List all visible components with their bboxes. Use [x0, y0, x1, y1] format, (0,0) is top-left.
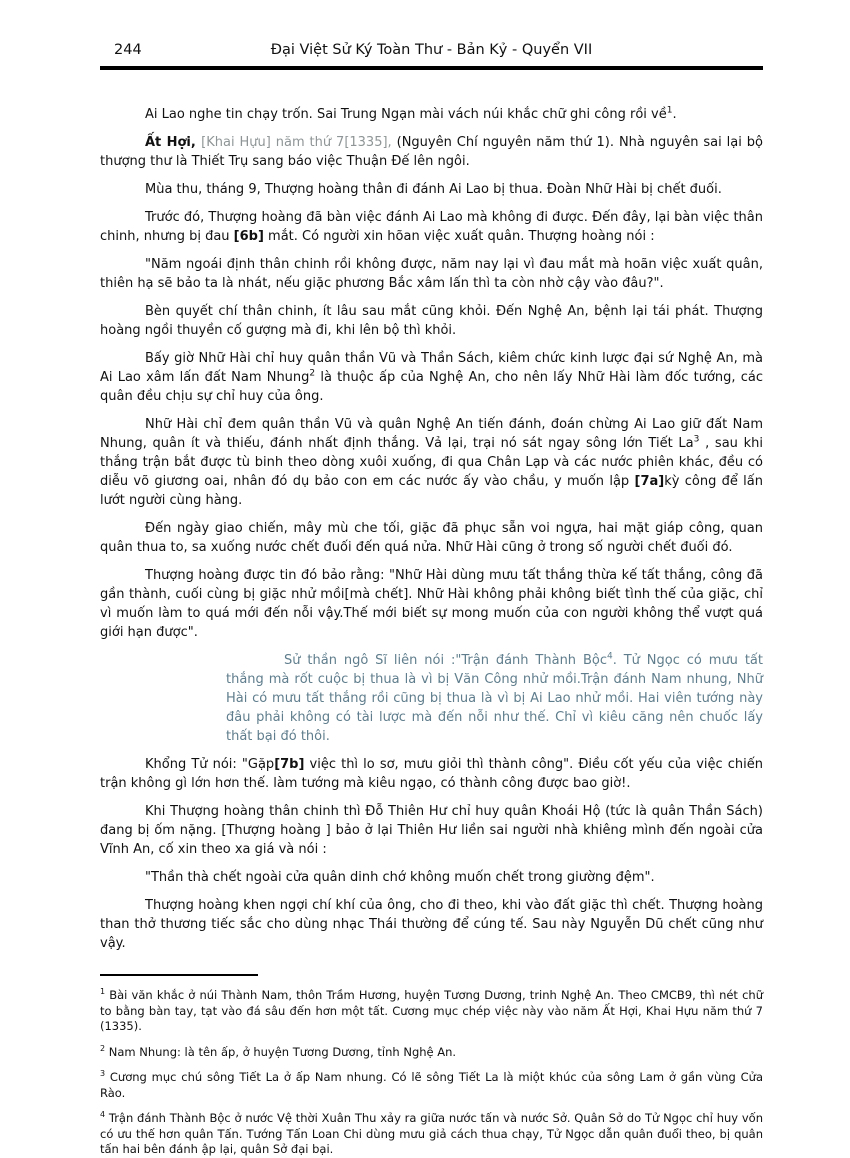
body-paragraph: Trước đó, Thượng hoàng đã bàn việc đánh Ai Lao mà không đi được. Đến đây, lại bàn việc thân chinh, nhưng bị đau [6b] mắt. Có người xin hõan việc xuất quân. Thượng hoàng nói : [100, 210, 763, 244]
body-paragraph: Khi Thượng hoàng thân chinh thì Đỗ Thiên Hư chỉ huy quân Khoái Hộ (tức là quân Thần Sách) đang bị ốm nặng. [Thượng hoàng ] bảo ở lại Thiên Hư liền sai người nhà khiêng mình đến ngoài cửa Vĩnh An, cố xin theo xa giá và nói : [100, 804, 763, 857]
footnote: $^2$ Nam Nhung: là tên ấp, ở huyện Tương Dương, tỉnh Nghệ An. [100, 1043, 457, 1059]
footnote: $^4$ Trận đánh Thành Bộc ở nước Vệ thời Xuân Thu xảy ra giữa nước tấn và nước Sở. Quân Sở do Tử Ngọc chỉ huy vốn có ưu thế hơn quân Tấn. Tướng Tấn Loan Chi dùng mưu giả cách thua chạy, Tử Ngọc dẫn quân đuổi theo, bị quân tấn hai bên đánh ập lại, quân Sở đại bại. [100, 1110, 763, 1156]
page-marker: [7a] [634, 474, 665, 489]
body-paragraph: "Năm ngoái định thân chinh rồi không được, năm nay lại vì đau mắt mà hoãn việc xuất quân, thiên hạ sẽ bảo ta là nhát, nếu giặc phương Bắc xâm lấn thì ta còn nhờ cậy vào đâu?". [100, 257, 763, 291]
body-paragraph: Đến ngày giao chiến, mây mù che tối, giặc đã phục sẵn voi ngựa, hai mặt giáp công, quan quân thua to, sa xuống nước chết đuối đến quá nửa. Nhữ Hài cũng ở trong số người chết đuối đó. [100, 521, 763, 555]
body-paragraph: Nhữ Hài chỉ đem quân thần Vũ và quân Nghệ An tiến đánh, đoán chừng Ai Lao giữ đất Nam Nhung, quân ít và thiếu, đánh nhất định thắng. Vả lại, trại nó sát ngay sông lớn Tiết La$^3$ , sau khi thắng trận bắt được tù binh theo dòng xuôi xuống, đi qua Chân Lạp và các nước phiên khác, đều có diễu võ giương oai, nhân đó dụ bảo con em các nước ấy vào chầu, y muốn lập [7a]kỳ công để lấn lướt người cùng hàng. [100, 417, 764, 508]
body-paragraph: Ất Hợi, [Khai Hựu] năm thứ 7[1335], (Nguyên Chí nguyên năm thứ 1). Nhà nguyên sai lại bộ thượng thư là Thiết Trụ sang báo việc Thuận Đế lên ngôi. [100, 135, 764, 169]
page-header [100, 42, 763, 70]
page-marker: [7b] [274, 757, 305, 772]
header-title: Đại Việt Sử Ký Toàn Thư - Bản Kỷ - Quyển VII [270, 42, 593, 58]
footnote-number: 1 [100, 987, 106, 997]
footnotes-section [100, 988, 763, 1158]
body-paragraph: Thượng hoàng được tin đó bảo rằng: "Nhữ Hài dùng mưu tất thắng thừa kế tất thắng, công đã gần thành, cuối cùng bị giặc nhử mồi[mà chết]. Nhữ Hài không phải không biết tình thế của giặc, chỉ vì muốn làm to quá mới đến nỗi vậy.Thế mới biết sự mong muốn của con người không thể vượt quá giới hạn được". [100, 568, 763, 640]
body-paragraph: Bèn quyết chí thân chinh, ít lâu sau mắt cũng khỏi. Đến Nghệ An, bệnh lại tái phát. Thượng hoàng ngồi thuyền cố gượng mà đi, khi lên bộ thì khỏi. [100, 304, 763, 338]
body-paragraph: Khổng Tử nói: "Gặp[7b] việc thì lo sơ, mưu giỏi thì thành công". Điều cốt yếu của việc chiến trận không gì lớn hơn thế. làm tướng mà kiêu ngạo, có thành công được bao giờ!. [100, 757, 764, 791]
body-paragraph: Thượng hoàng khen ngợi chí khí của ông, cho đi theo, khi vào đất giặc thì chết. Thượng hoàng than thở thương tiếc sắc cho dùng nhạc Thái thường để cúng tế. Sau này Nguyễn Dũ chết cũng như vậy. [100, 898, 763, 951]
footnote: $^3$ Cương mục chú sông Tiết La ở ấp Nam nhung. Có lẽ sông Tiết La là miột khúc của sông Lam ở gần vùng Cửa Rào. [100, 1069, 763, 1100]
body-text [100, 70, 763, 953]
footnote-ref: 1 [666, 105, 673, 116]
page-number: 244 [114, 42, 142, 58]
era-year-label: [Khai Hựu] năm thứ 7[1335], [201, 135, 397, 150]
historian-commentary: Sử thần ngô Sĩ liên nói :"Trận đánh Thành Bộc$^4$. Tử Ngọc có mưu tất thắng mà rốt cuộc bị thua là vì bị Văn Công nhử mồi.Trận đánh Nam nhung, Nhữ Hài có mưu tất thắng rồi cũng bị thua là vì bị Ai Lao nhử mồi. Hai viên tướng này đâu phải không có tài lược mà đến nỗi như thế. Chỉ vì kiêu căng nên chuốc lấy thất bại đó thôi. [226, 651, 763, 744]
footnote-number: 3 [100, 1069, 106, 1079]
footnote-ref: 4 [606, 651, 613, 662]
footnote-ref: 3 [693, 434, 700, 445]
body-paragraph: Bấy giờ Nhữ Hài chỉ huy quân thần Vũ và Thần Sách, kiêm chức kinh lược đại sứ Nghệ An, mà Ai Lao xâm lấn đất Nam Nhung$^2$ là thuộc ấp của Nghệ An, cho nên lấy Nhữ Hài làm đốc tướng, các quân đều chịu sự chỉ huy của ông. [100, 351, 763, 404]
footnote-ref: 2 [309, 368, 316, 379]
footnote-number: 2 [100, 1043, 106, 1053]
body-paragraph: "Thần thà chết ngoài cửa quân dinh chớ không muốn chết trong giường đệm". [145, 870, 655, 885]
body-paragraph: Ai Lao nghe tin chạy trốn. Sai Trung Ngạn mài vách núi khắc chữ ghi công rồi về$^1$. [145, 105, 677, 122]
body-paragraph: Mùa thu, tháng 9, Thượng hoàng thân đi đánh Ai Lao bị thua. Đoàn Nhữ Hài bị chết đuối. [145, 182, 722, 197]
footnote-number: 4 [100, 1110, 106, 1120]
page-marker: Ất Hợi, [145, 135, 202, 150]
footnote: $^1$ Bài văn khắc ở núi Thành Nam, thôn Trầm Hương, huyện Tương Dương, trinh Nghệ An. Theo CMCB9, thì nét chữ to bằng bàn tay, tạt vào đá sâu đến hơn một tất. Cương mục chép việc này vào năm Ất Hợi, Khai Hựu năm thứ 7 (1335). [100, 987, 763, 1033]
footnote-separator [100, 974, 258, 976]
page-marker: [6b] [233, 229, 264, 244]
